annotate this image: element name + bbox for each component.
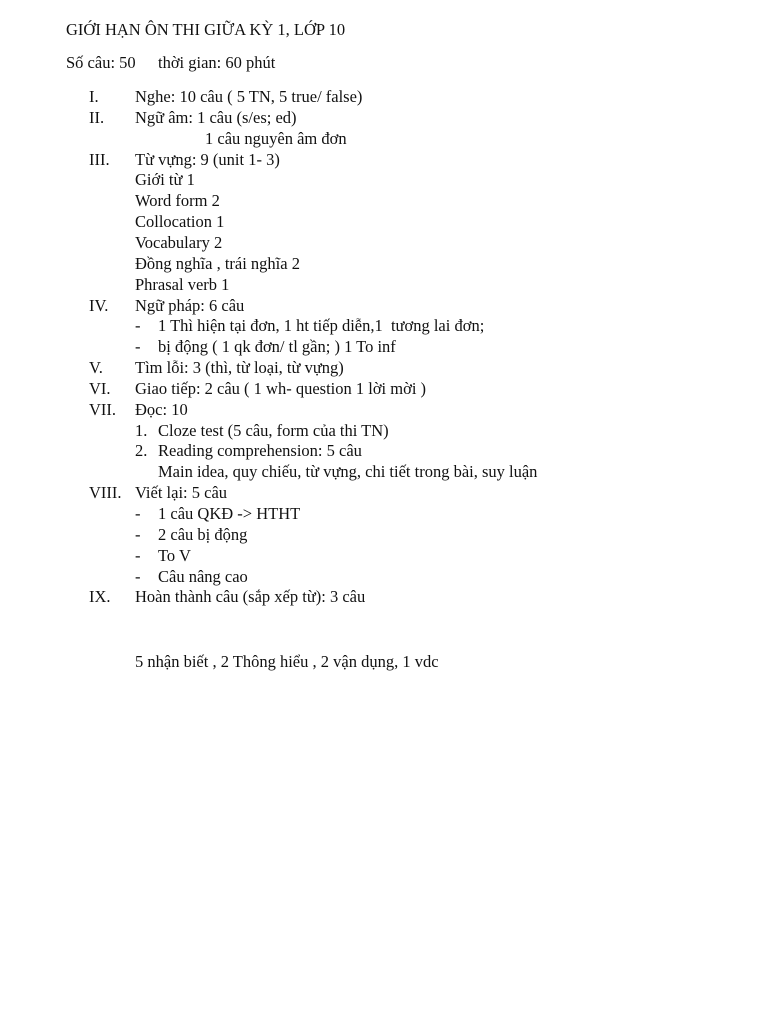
section-heading: Nghe: 10 câu ( 5 TN, 5 true/ false) [135, 87, 363, 106]
section-number: IV. [89, 296, 109, 315]
item-marker: - [135, 546, 141, 565]
document-title: GIỚI HẠN ÔN THI GIỮA KỲ 1, LỚP 10 [66, 20, 346, 39]
item-continuation: Main idea, quy chiếu, từ vựng, chi tiết trong bài, suy luận [158, 462, 538, 481]
sub-item: Giới từ 1 [135, 170, 195, 189]
list-item: 2 câu bị động [158, 525, 248, 544]
section-heading: Tìm lỗi: 3 (thì, từ loại, từ vựng) [135, 358, 344, 377]
section-heading: Từ vựng: 9 (unit 1- 3) [135, 150, 280, 169]
sub-item: Đồng nghĩa , trái nghĩa 2 [135, 254, 300, 273]
item-marker: 1. [135, 421, 148, 440]
sub-item: Collocation 1 [135, 212, 225, 231]
sub-item: Vocabulary 2 [135, 233, 223, 252]
sub-item: Word form 2 [135, 191, 220, 210]
difficulty-summary: 5 nhận biết , 2 Thông hiểu , 2 vận dụng, 1 vdc [135, 652, 439, 671]
section-number: I. [89, 87, 99, 106]
item-marker: - [135, 567, 141, 586]
list-item: To V [158, 546, 191, 565]
section-heading: Viết lại: 5 câu [135, 483, 228, 502]
section-number: VI. [89, 379, 111, 398]
list-item: 1 Thì hiện tại đơn, 1 ht tiếp diễn,1 tương lai đơn; [158, 316, 485, 335]
section-heading: Giao tiếp: 2 câu ( 1 wh- question 1 lời mời ) [135, 379, 427, 398]
section-number: III. [89, 150, 110, 169]
section-number: IX. [89, 587, 111, 606]
item-marker: - [135, 504, 141, 523]
section-heading: Đọc: 10 [135, 400, 188, 419]
section-number: II. [89, 108, 105, 127]
item-marker: - [135, 337, 141, 356]
list-item: Reading comprehension: 5 câu [158, 441, 362, 460]
exam-time: thời gian: 60 phút [158, 53, 276, 72]
list-item: Câu nâng cao [158, 567, 248, 586]
section-number: V. [89, 358, 103, 377]
item-marker: - [135, 525, 141, 544]
section-heading: Ngữ pháp: 6 câu [135, 296, 245, 315]
list-item: bị động ( 1 qk đơn/ tl gần; ) 1 To inf [158, 337, 396, 356]
list-item: 1 câu QKĐ -> HTHT [158, 504, 301, 523]
question-count: Số câu: 50 [66, 53, 136, 72]
sub-item: 1 câu nguyên âm đơn [205, 129, 347, 148]
section-heading: Ngữ âm: 1 câu (s/es; ed) [135, 108, 297, 127]
list-item: Cloze test (5 câu, form của thi TN) [158, 421, 389, 440]
section-number: VII. [89, 400, 117, 419]
section-number: VIII. [89, 483, 122, 502]
item-marker: 2. [135, 441, 148, 460]
section-heading: Hoàn thành câu (sắp xếp từ): 3 câu [135, 587, 366, 606]
item-marker: - [135, 316, 141, 335]
sub-item: Phrasal verb 1 [135, 275, 230, 294]
